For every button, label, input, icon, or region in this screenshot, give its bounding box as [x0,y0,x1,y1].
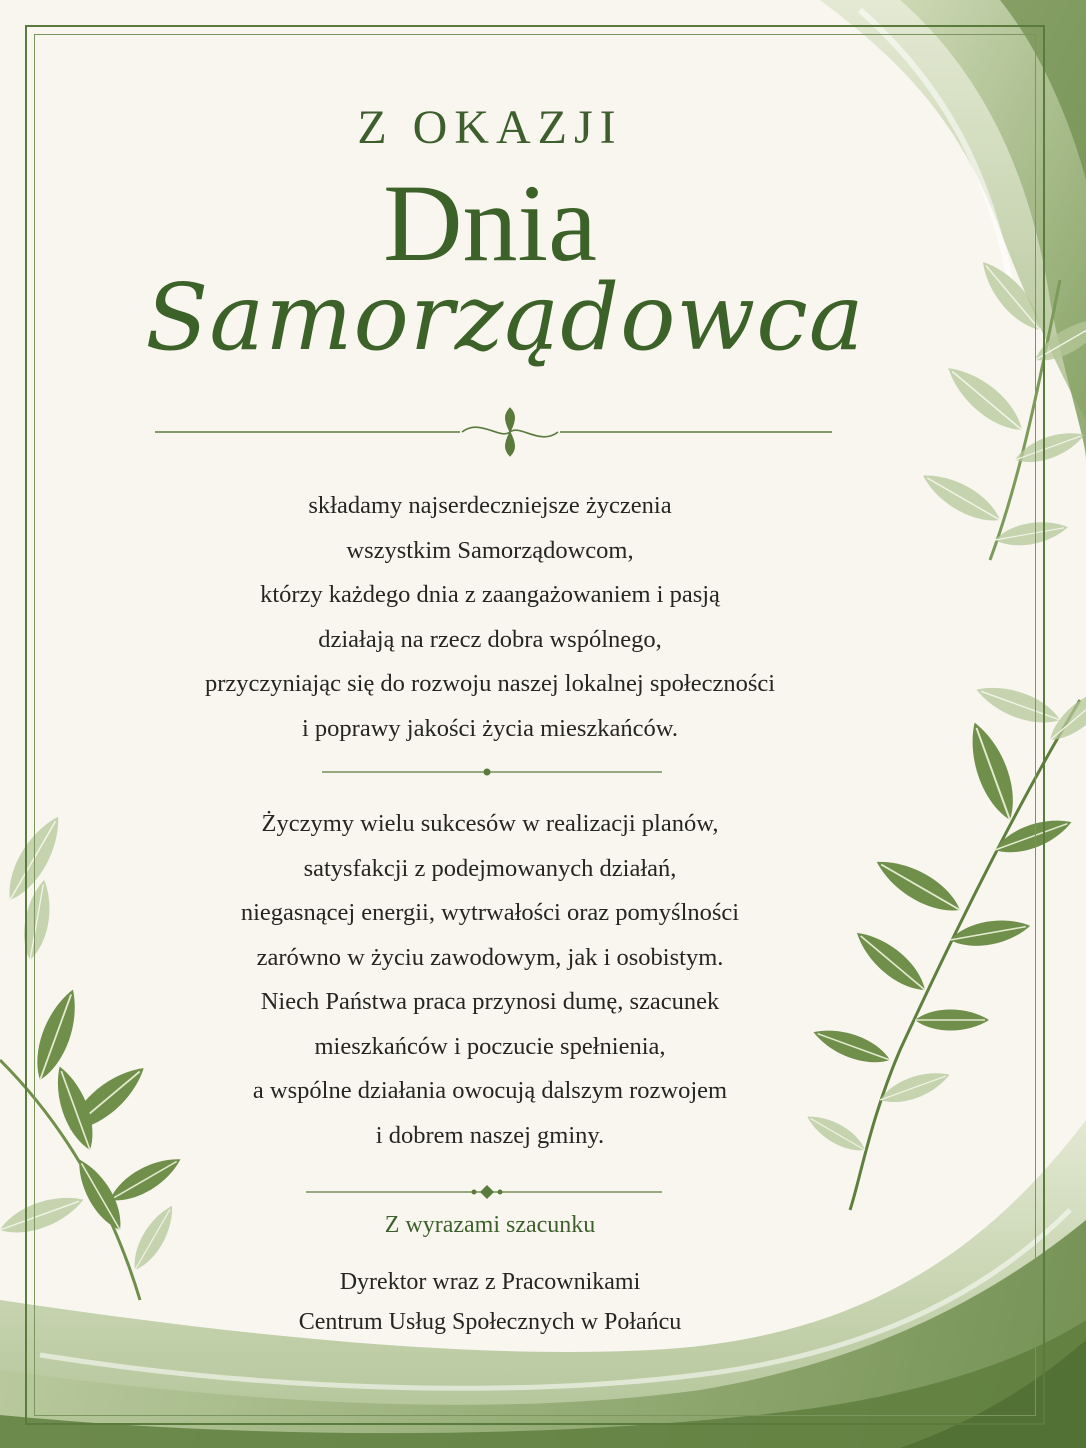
heading-occasion: Z OKAZJI [357,101,623,154]
text-line: i poprawy jakości życia mieszkańców. [302,714,678,742]
text-line: zarówno w życiu zawodowym, jak i osobistym. [256,943,724,971]
text-line: składamy najserdeczniejsze życzenia [308,492,672,519]
text-line: którzy każdego dnia z zaangażowaniem i pasją [260,581,720,608]
wishes-paragraph-1 [0,484,980,751]
text-line: i dobrem naszej gminy. [375,1121,605,1149]
text-line: działają na rzecz dobra wspólnego, [318,625,662,653]
text-line: przyczyniając się do rozwoju naszej lokalnej społeczności [204,670,776,697]
signature-line: Centrum Usług Społecznych w Połańcu [298,1309,682,1335]
heading-script: Samorządowca [145,264,865,371]
text-line: Niech Państwa praca przynosi dumę, szacunek [260,988,720,1015]
text-line: wszystkim Samorządowcom, [346,536,634,564]
text-line: mieszkańców i poczucie spełnienia, [314,1032,666,1060]
wishes-paragraph-2 [0,802,980,1158]
signature [0,1262,980,1342]
closing-phrase: Z wyrazami szacunku [384,1212,596,1238]
text-line: a wspólne działania owocują dalszym rozwojem [252,1077,728,1104]
heading-main: Dnia [383,162,597,284]
text-line: Życzymy wielu sukcesów w realizacji planów, [261,810,719,837]
text-line: satysfakcji z podejmowanych działań, [303,854,677,882]
signature-line: Dyrektor wraz z Pracownikami [339,1269,641,1295]
text-line: niegasnącej energii, wytrwałości oraz pomyślności [240,899,740,926]
